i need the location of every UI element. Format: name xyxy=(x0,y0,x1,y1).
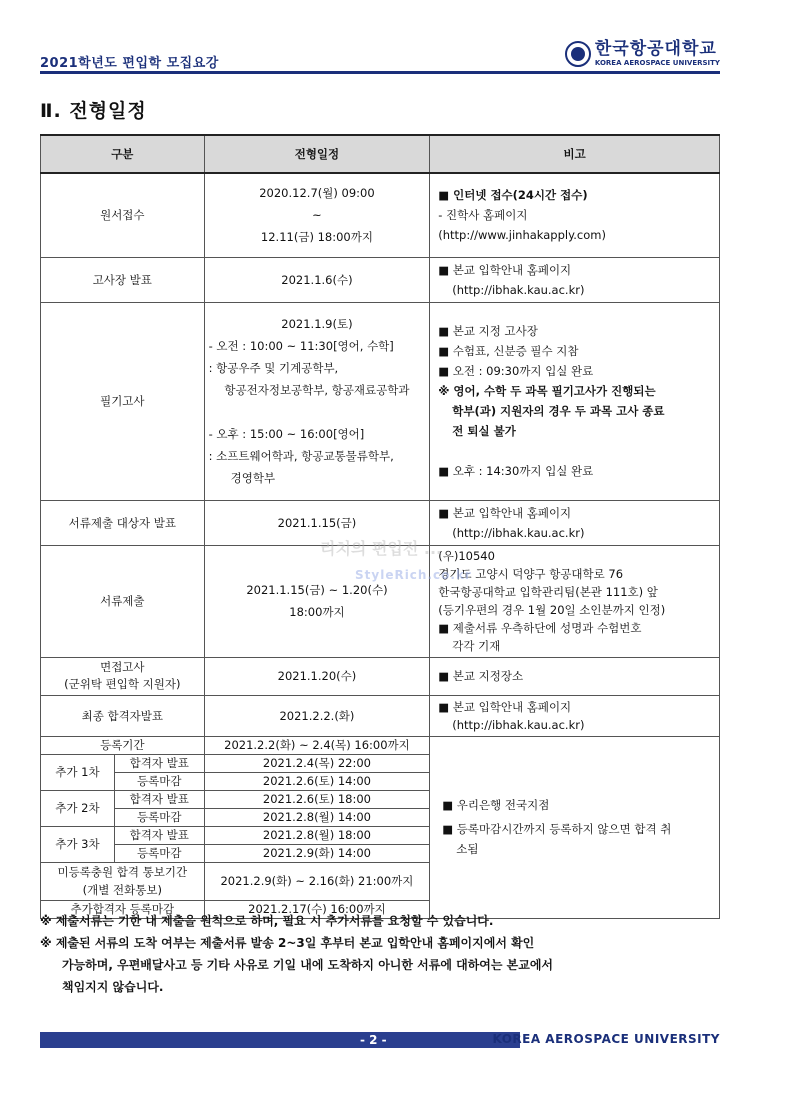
page-footer xyxy=(40,1032,720,1052)
university-logo xyxy=(565,38,720,70)
sub-label: 등록마감 xyxy=(114,808,204,826)
header-title: 2021학년도 편입학 모집요강 xyxy=(40,56,219,71)
row-schedule: 2021.2.4(목) 22:00 xyxy=(204,754,430,772)
footnote-continuation: 가능하며, 우편배달사고 등 기타 사유로 기일 내에 도착하지 아니한 서류에 대하여는 본교에서 xyxy=(62,958,554,972)
footer-university: KOREA AEROSPACE UNIVERSITY xyxy=(492,1032,720,1046)
row-schedule: 2021.2.8(월) 18:00 xyxy=(204,826,430,844)
footnotes xyxy=(40,910,730,998)
header-category: 구분 xyxy=(41,135,205,173)
page-header xyxy=(40,38,720,72)
row-label: 추가 3차 xyxy=(41,826,115,862)
table-row xyxy=(41,302,720,500)
table-row xyxy=(41,545,720,657)
row-notes: ■ 인터넷 접수(24시간 접수) - 진학사 홈페이지 (http://www.jinhakapply.com) xyxy=(430,173,720,257)
row-label: 면접고사 (군위탁 편입학 지원자) xyxy=(41,657,205,695)
logo-name-kr: 한국항공대학교 xyxy=(594,39,717,59)
row-notes: ■ 본교 지정장소 xyxy=(430,657,720,695)
table-row xyxy=(41,695,720,736)
row-schedule: 2021.2.6(토) 14:00 xyxy=(204,772,430,790)
row-notes: ■ 본교 입학안내 홈페이지 (http://ibhak.kau.ac.kr) xyxy=(430,500,720,545)
row-label: 원서접수 xyxy=(41,173,205,257)
row-schedule: 2021.2.17(수) 16:00까지 xyxy=(204,900,430,918)
sub-label: 등록마감 xyxy=(114,844,204,862)
table-row xyxy=(41,257,720,302)
row-notes: ■ 본교 입학안내 홈페이지 (http://ibhak.kau.ac.kr) xyxy=(430,695,720,736)
emblem-icon xyxy=(565,41,591,67)
row-label: 추가 1차 xyxy=(41,754,115,790)
row-schedule: 2021.1.15(금) ~ 1.20(수) 18:00까지 xyxy=(204,545,430,657)
row-label: 미등록충원 합격 통보기간 (개별 전화통보) xyxy=(41,862,205,900)
table-header-row xyxy=(41,135,720,173)
row-label: 추가 2차 xyxy=(41,790,115,826)
row-schedule: 2021.1.20(수) xyxy=(204,657,430,695)
row-notes: ■ 본교 입학안내 홈페이지 (http://ibhak.kau.ac.kr) xyxy=(430,257,720,302)
row-schedule: 2021.2.2.(화) xyxy=(204,695,430,736)
row-notes: ■ 본교 지정 고사장 ■ 수험표, 신분증 필수 지참 ■ 오전 : 09:30까지 입실 완료 ※ 영어, 수학 두 과목 필기고사가 진행되는 학부(과) 지원자의 경우 두 과목 고사 종료 전 퇴실 불가 ■ 오후 : 14:30까지 입실 완료 xyxy=(430,302,720,500)
row-label: 고사장 발표 xyxy=(41,257,205,302)
footnote-continuation: 책임지지 않습니다. xyxy=(62,980,164,994)
sub-label: 합격자 발표 xyxy=(114,754,204,772)
row-schedule: 2021.1.15(금) xyxy=(204,500,430,545)
row-schedule: 2021.2.6(토) 18:00 xyxy=(204,790,430,808)
sub-label: 합격자 발표 xyxy=(114,790,204,808)
header-notes: 비고 xyxy=(430,135,720,173)
row-label: 필기고사 xyxy=(41,302,205,500)
row-notes: (우)10540 경기도 고양시 덕양구 항공대학로 76 한국항공대학교 입학관리팀(본관 111호) 앞 (등기우편의 경우 1월 20일 소인분까지 인정) ■ 제출서류 우측하단에 성명과 수험번호 각각 기재 xyxy=(430,545,720,657)
row-label: 최종 합격자발표 xyxy=(41,695,205,736)
row-schedule: 2021.1.6(수) xyxy=(204,257,430,302)
watermark-url: StyleRich.co.kr xyxy=(355,568,472,582)
row-label: 추가합격자 등록마감 xyxy=(41,900,205,918)
schedule-table xyxy=(40,134,720,919)
watermark: 리치의 편입전 ... xyxy=(320,539,443,558)
row-schedule: 2020.12.7(월) 09:00 ~ 12.11(금) 18:00까지 xyxy=(204,173,430,257)
row-schedule: 2021.1.9(토) - 오전 : 10:00 ~ 11:30[영어, 수학] : 항공우주 및 기계공학부, 항공전자정보공학부, 항공재료공학과 - 오후 : 15:00 ~ 16:00[영어] : 소프트웨어학과, 항공교통물류학부, 경영학부 xyxy=(204,302,430,500)
section-title: Ⅱ. 전형일정 xyxy=(40,100,147,122)
table-row xyxy=(41,736,720,754)
row-schedule: 2021.2.2(화) ~ 2.4(목) 16:00까지 xyxy=(204,736,430,754)
row-label: 서류제출 xyxy=(41,545,205,657)
header-schedule: 전형일정 xyxy=(204,135,430,173)
logo-name-en: KOREA AEROSPACE UNIVERSITY xyxy=(594,59,720,67)
table-row xyxy=(41,173,720,257)
row-label: 서류제출 대상자 발표 xyxy=(41,500,205,545)
registration-notes: ■ 우리은행 전국지점 ■ 등록마감시간까지 등록하지 않으면 합격 취 소됨 xyxy=(430,736,720,918)
page-number: - 2 - xyxy=(360,1033,387,1047)
row-label: 등록기간 xyxy=(41,736,205,754)
header-divider xyxy=(40,71,720,74)
footer-bar xyxy=(40,1032,520,1048)
table-row xyxy=(41,657,720,695)
footnote: ※ 제출서류는 기한 내 제출을 원칙으로 하며, 필요 시 추가서류를 요청할 수 있습니다. xyxy=(40,914,494,928)
footnote: ※ 제출된 서류의 도착 여부는 제출서류 발송 2~3일 후부터 본교 입학안내 홈페이지에서 확인 xyxy=(40,936,535,950)
sub-label: 합격자 발표 xyxy=(114,826,204,844)
row-schedule: 2021.2.8(월) 14:00 xyxy=(204,808,430,826)
sub-label: 등록마감 xyxy=(114,772,204,790)
row-schedule: 2021.2.9(화) ~ 2.16(화) 21:00까지 xyxy=(204,862,430,900)
row-schedule: 2021.2.9(화) 14:00 xyxy=(204,844,430,862)
